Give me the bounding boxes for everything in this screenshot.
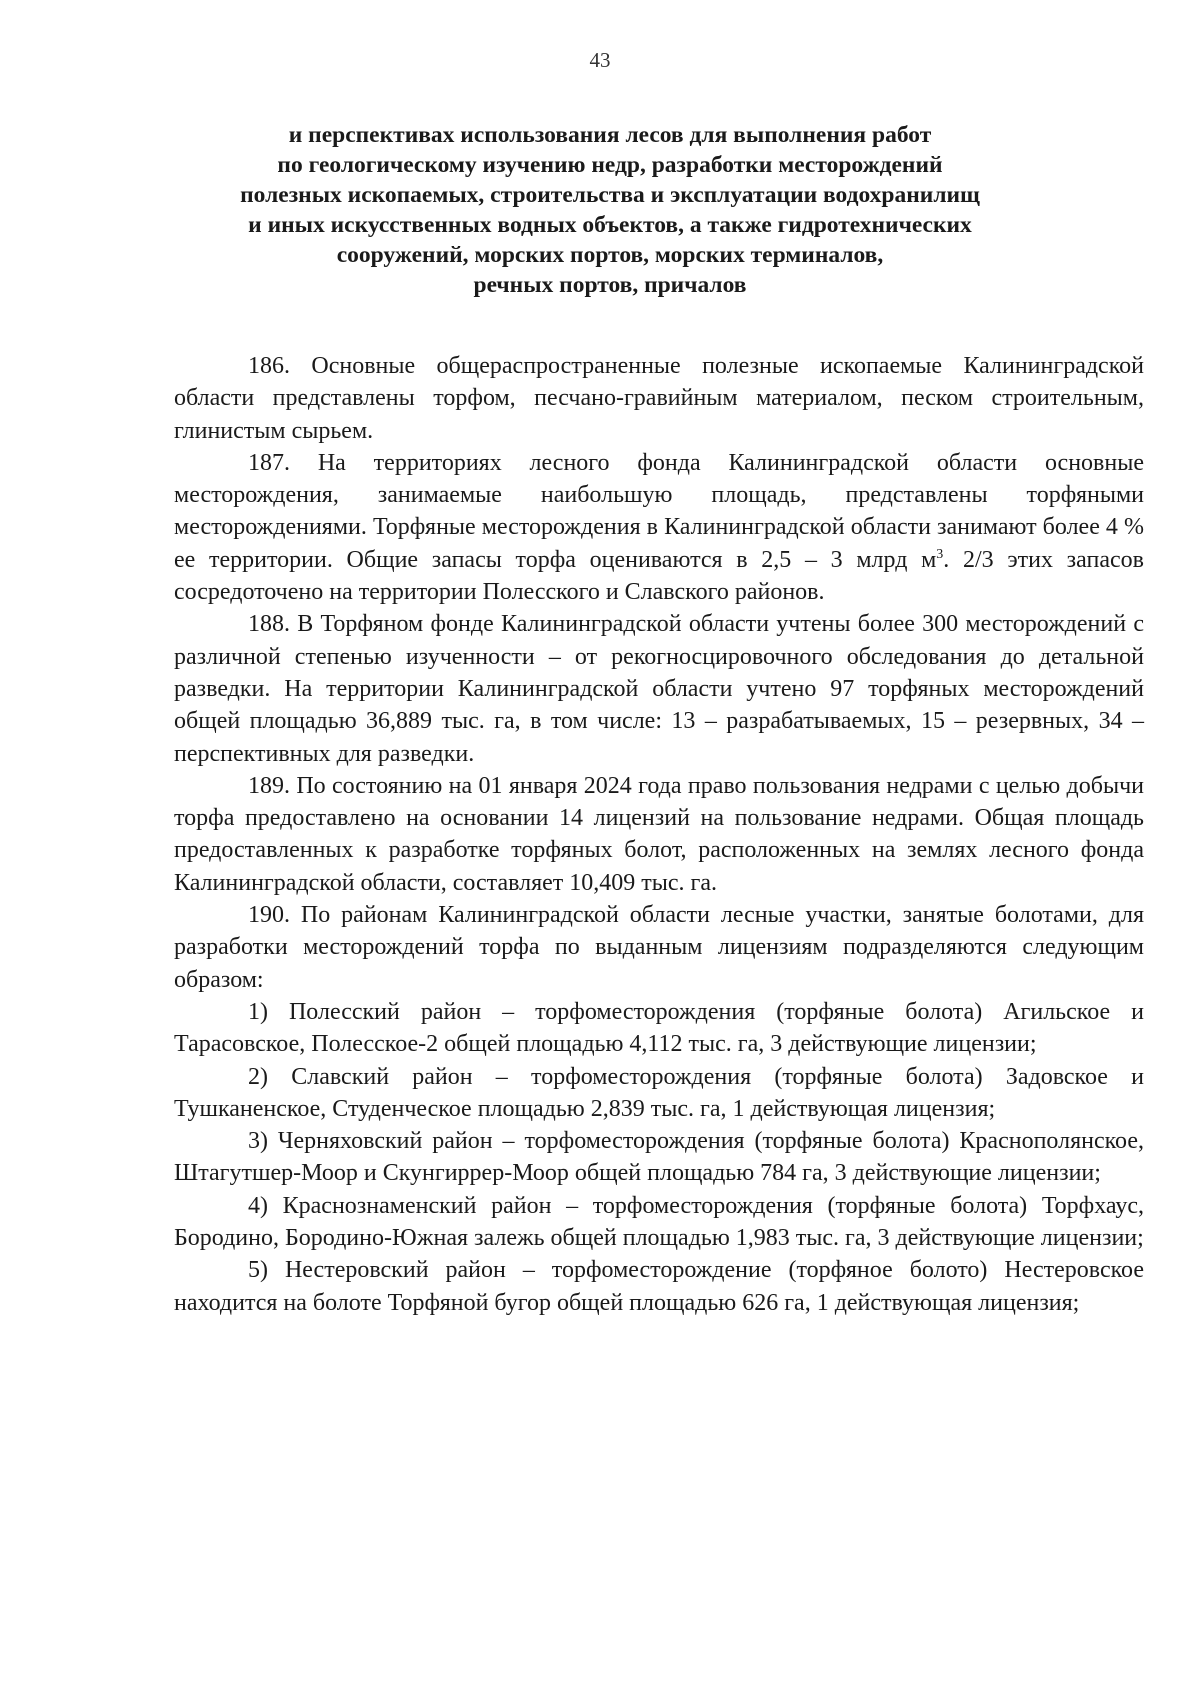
paragraph-187-text: 187. На территориях лесного фонда Калининградской области основные месторождения, занимаемые наибольшую площадь, представлены торфяными месторождениями. Торфяные месторождения в Калининградской области занимают более 4 % ее территории. Общие запасы торфа оцениваются в 2,5 – 3 млрд м (174, 449, 1144, 573)
superscript-cubic: 3 (936, 546, 944, 562)
heading-line: и перспективах использования лесов для выполнения работ (288, 122, 932, 148)
list-item-2: 2) Славский район – торфоместорождения (торфяные болота) Задовское и Тушканенское, Студенческое площадью 2,839 тыс. га, 1 действующая лицензия; (174, 1063, 1144, 1122)
paragraph-188: 188. В Торфяном фонде Калининградской области учтены более 300 месторождений с различной степенью изученности – от рекогносцировочного обследования до детальной разведки. На территории Калининградской области учтено 97 торфяных месторождений общей площадью 36,889 тыс. га, в том числе: 13 – разрабатываемых, 15 – резервных, 34 – перспективных для разведки. (174, 611, 1144, 767)
list-item-4: 4) Краснознаменский район – торфоместорождения (торфяные болота) Торфхаус, Бородино, Бородино-Южная залежь общей площадью 1,983 тыс. га, 3 действующие лицензии; (174, 1192, 1144, 1252)
list-item-3: 3) Черняховский район – торфоместорождения (торфяные болота) Краснополянское, Штагутшер-Моор и Скунгиррер-Моор общей площадью 784 га, 3 действующие лицензии; (174, 1128, 1144, 1187)
page-number: 43 (589, 48, 611, 72)
paragraph-186: 186. Основные общераспространенные полезные ископаемые Калининградской области представлены торфом, песчано-гравийным материалом, песком строительным, глинистым сырьем. (174, 353, 1144, 444)
paragraph-187 (174, 447, 1144, 608)
paragraph-187-text-end: . 2/3 этих запасов сосредоточено на территории Полесского и Славского районов. (174, 546, 1144, 606)
paragraph-189: 189. По состоянию на 01 января 2024 года право пользования недрами с целью добычи торфа предоставлено на основании 14 лицензий на пользование недрами. Общая площадь предоставленных к разработке торфяных болот, расположенных на землях лесного фонда Калининградской области, составляет 10,409 тыс. га. (174, 772, 1144, 896)
section-heading (200, 120, 1020, 300)
heading-line: полезных ископаемых, строительства и эксплуатации водохранилищ (240, 182, 980, 208)
heading-line: и иных искусственных водных объектов, а также гидротехнических (248, 212, 972, 238)
document-body (174, 350, 1144, 1319)
heading-line: речных портов, причалов (473, 272, 747, 298)
heading-line: сооружений, морских портов, морских терминалов, (336, 242, 884, 268)
list-item-1: 1) Полесский район – торфоместорождения (торфяные болота) Агильское и Тарасовское, Полесское-2 общей площадью 4,112 тыс. га, 3 действующие лицензии; (174, 998, 1144, 1058)
paragraph-190: 190. По районам Калининградской области лесные участки, занятые болотами, для разработки месторождений торфа по выданным лицензиям подразделяются следующим образом: (174, 902, 1144, 993)
heading-line: по геологическому изучению недр, разработки месторождений (277, 152, 943, 178)
list-item-5: 5) Нестеровский район – торфоместорождение (торфяное болото) Нестеровское находится на болоте Торфяной бугор общей площадью 626 га, 1 действующая лицензия; (174, 1257, 1144, 1316)
